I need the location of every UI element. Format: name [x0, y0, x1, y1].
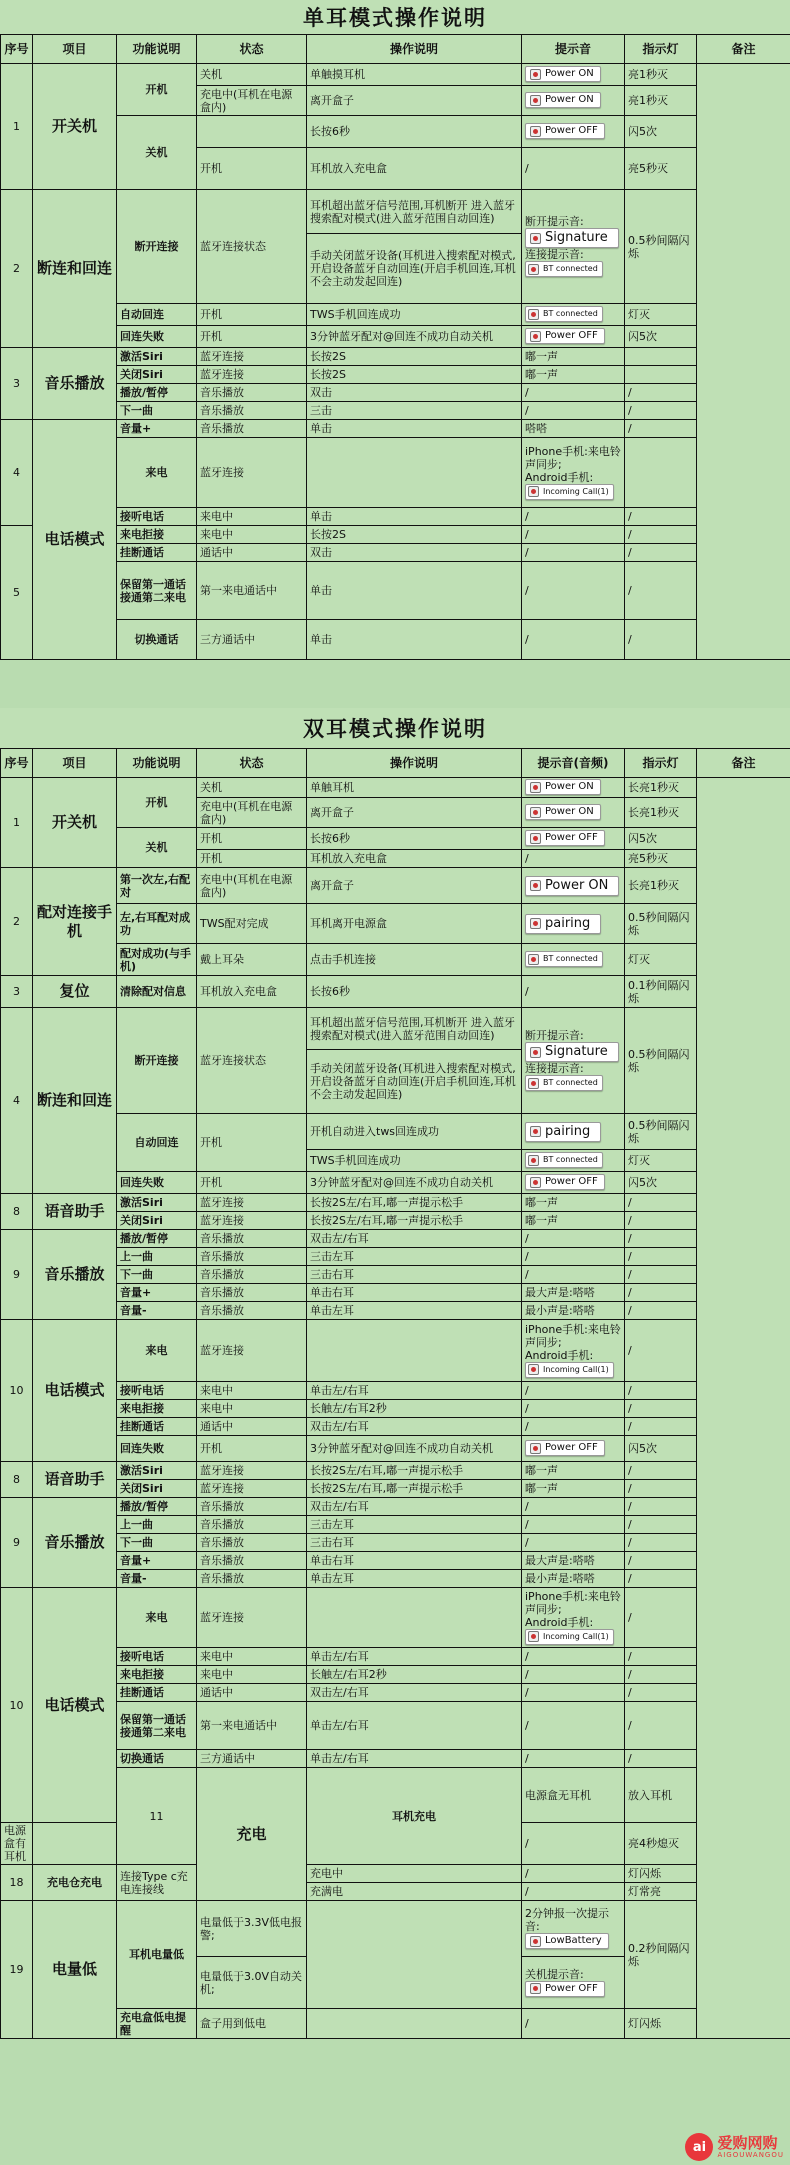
table-row: 关闭Siri 蓝牙连接 长按2S 嘟一声: [1, 366, 790, 384]
table-row: 8 语音助手 激活Siri 蓝牙连接 长按2S左/右耳,嘟一声提示松手 嘟一声 /: [1, 1462, 790, 1480]
sound-icon: [530, 1177, 541, 1188]
table-row: 播放/暂停 音乐播放 双击 / /: [1, 384, 790, 402]
table-row: 9 音乐播放 播放/暂停 音乐播放 双击左/右耳 / /: [1, 1230, 790, 1248]
table-row: 充电中(耳机在电源盒内) 离开盒子 Power ON 长亮1秒灭: [1, 798, 790, 828]
header-item: 项目: [33, 35, 117, 64]
sound-icon: [528, 486, 539, 497]
table-row: 充电盒低电提醒 盒子用到低电 / 灯闪烁: [1, 2009, 790, 2039]
logo-icon: ai: [685, 2133, 713, 2161]
sound-icon: [528, 309, 539, 320]
sound-icon: [530, 1443, 541, 1454]
table-row: 3 音乐播放 激活Siri 蓝牙连接 长按2S 嘟一声: [1, 348, 790, 366]
dual-mode-title: 双耳模式操作说明: [303, 716, 487, 741]
sound-icon: [530, 1047, 541, 1058]
sound-icon: [530, 833, 541, 844]
table-row: 手动关闭蓝牙设备(耳机进入搜索配对模式,开启设备蓝牙自动回连(开启手机回连,耳机不会主动发起回连): [1, 234, 790, 304]
table-row: 音量+ 音乐播放 单击右耳 最大声是:嗒嗒 /: [1, 1552, 790, 1570]
table-row: 回连失败 开机 3分钟蓝牙配对@回连不成功自动关机 Power OFF 闪5次: [1, 326, 790, 348]
table-row: 下一曲 音乐播放 三击右耳 / /: [1, 1534, 790, 1552]
sound-icon: [528, 264, 539, 275]
sound-icon: [530, 1936, 541, 1947]
table-row: 接听电话 来电中 单击左/右耳 / /: [1, 1648, 790, 1666]
table-row: 开机 耳机放入充电盒 / 亮5秒灭: [1, 148, 790, 190]
table-row: 保留第一通话接通第二来电 第一来电通话中 单击 / /: [1, 562, 790, 620]
table-row: 保留第一通话接通第二来电 第一来电通话中 单击左/右耳 / /: [1, 1702, 790, 1750]
table-row: 回连失败 开机 3分钟蓝牙配对@回连不成功自动关机 Power OFF 闪5次: [1, 1436, 790, 1462]
table-row: 充满电 / 灯常亮: [1, 1883, 790, 1901]
table-row: 10 电话模式 来电 蓝牙连接 iPhone手机:来电铃声同步; Android手机: Incoming Call(1) /: [1, 1588, 790, 1648]
table-row: 音量- 音乐播放 单击左耳 最小声是:嗒嗒 /: [1, 1302, 790, 1320]
table-row: 电源盒有耳机 / 亮4秒熄灭: [1, 1823, 790, 1865]
sound-icon: [530, 95, 541, 106]
table-row: 来电拒接 来电中 长触左/右耳2秒 / /: [1, 1400, 790, 1418]
dual-mode-section: [0, 708, 790, 2039]
table-row: 10 电话模式 来电 蓝牙连接 iPhone手机:来电铃声同步; Android手机: Incoming Call(1) /: [1, 1320, 790, 1382]
table-row: 上一曲 音乐播放 三击左耳 / /: [1, 1516, 790, 1534]
sound-icon: [530, 918, 541, 929]
table-row: 切换通话 三方通话中 单击左/右耳 / /: [1, 1750, 790, 1768]
table-header: 序号 项目 功能说明 状态 操作说明 提示音(音频) 指示灯 备注: [1, 749, 790, 778]
table-row: 切换通话 三方通话中 单击 / /: [1, 620, 790, 660]
watermark-logo: ai 爱购网购 AIGOUWANGOU: [685, 2133, 784, 2161]
table-row: 手动关闭蓝牙设备(耳机进入搜索配对模式,开启设备蓝牙自动回连(开启手机回连,耳机不会主动发起回连): [1, 1050, 790, 1114]
table-row: 充电中(耳机在电源盒内) 离开盒子 Power ON 亮1秒灭: [1, 86, 790, 116]
sound-icon: [528, 1631, 539, 1642]
header-light: 指示灯: [625, 35, 697, 64]
sound-icon: [530, 69, 541, 80]
table-row: 1 开关机 开机 关机 单触摸耳机 Power ON 亮1秒灭: [1, 64, 790, 86]
table-row: 开机 耳机放入充电盒 / 亮5秒灭: [1, 850, 790, 868]
table-row: 接听电话 来电中 单击 / /: [1, 508, 790, 526]
table-row: 接听电话 来电中 单击左/右耳 / /: [1, 1382, 790, 1400]
sound-icon: [530, 1126, 541, 1137]
header-no: 序号: [1, 35, 33, 64]
dual-mode-table: [0, 748, 790, 2039]
header-op: 操作说明: [307, 35, 522, 64]
sound-icon: [530, 1983, 541, 1994]
table-row: 1 开关机 开机 关机 单触耳机 Power ON 长亮1秒灭: [1, 778, 790, 798]
table-row: 挂断通话 通话中 双击左/右耳 / /: [1, 1684, 790, 1702]
header-tone: 提示音: [522, 35, 625, 64]
power-on-chip: Power ON: [525, 66, 601, 82]
table-row: 自动回连 开机 开机自动进入tws回连成功 pairing 0.5秒间隔闪烁: [1, 1114, 790, 1150]
sound-icon: [530, 880, 541, 891]
table-row: 9 音乐播放 播放/暂停 音乐播放 双击左/右耳 / /: [1, 1498, 790, 1516]
table-row: 19 电量低 耳机电量低 电量低于3.3V低电报警; 2分钟报一次提示音: LowBattery 0.2秒间隔闪烁: [1, 1901, 790, 1957]
single-mode-section: [0, 0, 790, 660]
table-row: 挂断通话 通话中 双击左/右耳 / /: [1, 1418, 790, 1436]
table-row: 来电 蓝牙连接 iPhone手机:来电铃声同步; Android手机: Incoming Call(1): [1, 438, 790, 508]
table-row: 关机 长按6秒 Power OFF 闪5次: [1, 116, 790, 148]
table-row: 18 充电仓充电 连接Type c充电连接线 充电中 / 灯闪烁: [1, 1865, 790, 1883]
table-row: 电量低于3.0V自动关机; 关机提示音: Power OFF: [1, 1957, 790, 2009]
table-row: 自动回连 开机 TWS手机回连成功 BT connected 灯灭: [1, 304, 790, 326]
table-row: 4 电话模式 音量+ 音乐播放 单击 嗒嗒 /: [1, 420, 790, 438]
table-row: 左,右耳配对成功 TWS配对完成 耳机离开电源盒 pairing 0.5秒间隔闪烁: [1, 904, 790, 944]
header-func: 功能说明: [117, 35, 197, 64]
table-row: 挂断通话 通话中 双击 / /: [1, 544, 790, 562]
single-mode-title: 单耳模式操作说明: [303, 5, 487, 30]
single-mode-table: [0, 34, 790, 660]
table-row: TWS手机回连成功 BT connected 灯灭: [1, 1150, 790, 1172]
table-header: [1, 35, 790, 64]
table-row: 8 语音助手 激活Siri 蓝牙连接 长按2S左/右耳,嘟一声提示松手 嘟一声 /: [1, 1194, 790, 1212]
sound-icon: [530, 782, 541, 793]
sound-icon: [528, 1155, 539, 1166]
table-row: 音量+ 音乐播放 单击右耳 最大声是:嗒嗒 /: [1, 1284, 790, 1302]
table-row: 关闭Siri 蓝牙连接 长按2S左/右耳,嘟一声提示松手 嘟一声 /: [1, 1480, 790, 1498]
table-row: 下一曲 音乐播放 三击右耳 / /: [1, 1266, 790, 1284]
table-row: 音量- 音乐播放 单击左耳 最小声是:嗒嗒 /: [1, 1570, 790, 1588]
table-row: 关机 开机 长按6秒 Power OFF 闪5次: [1, 828, 790, 850]
table-row: 5 来电拒接 来电中 长按2S / /: [1, 526, 790, 544]
table-row: 11 充电 耳机充电 电源盒无耳机 放入耳机: [1, 1768, 790, 1823]
table-row: 回连失败 开机 3分钟蓝牙配对@回连不成功自动关机 Power OFF 闪5次: [1, 1172, 790, 1194]
sound-icon: [530, 126, 541, 137]
sound-icon: [528, 1364, 539, 1375]
table-row: 4 断连和回连 断开连接 蓝牙连接状态 耳机超出蓝牙信号范围,耳机断开 进入蓝牙搜索配对模式(进入蓝牙范围自动回连) 断开提示音: Signature 连接提示音: BT connected 0.5秒间隔闪烁: [1, 1008, 790, 1050]
table-row: 上一曲 音乐播放 三击左耳 / /: [1, 1248, 790, 1266]
header-state: 状态: [197, 35, 307, 64]
header-note: 备注: [697, 35, 790, 64]
sound-icon: [530, 807, 541, 818]
sound-icon: [528, 954, 539, 965]
table-row: 配对成功(与手机) 戴上耳朵 点击手机连接 BT connected 灯灭: [1, 944, 790, 976]
sound-icon: [530, 331, 541, 342]
table-row: 2 配对连接手机 第一次左,右配对 充电中(耳机在电源盒内) 离开盒子 Power ON 长亮1秒灭: [1, 868, 790, 904]
table-row: 2 断连和回连 断开连接 蓝牙连接状态 耳机超出蓝牙信号范围,耳机断开 进入蓝牙搜索配对模式(进入蓝牙范围自动回连) 断开提示音: Signature 连接提示音: BT connected 0.5秒间隔闪烁: [1, 190, 790, 234]
table-row: 来电拒接 来电中 长触左/右耳2秒 / /: [1, 1666, 790, 1684]
table-row: 关闭Siri 蓝牙连接 长按2S左/右耳,嘟一声提示松手 嘟一声 /: [1, 1212, 790, 1230]
sound-icon: [528, 1078, 539, 1089]
table-row: 下一曲 音乐播放 三击 / /: [1, 402, 790, 420]
sound-icon: [530, 233, 541, 244]
table-row: 3 复位 清除配对信息 耳机放入充电盒 长按6秒 / 0.1秒间隔闪烁: [1, 976, 790, 1008]
